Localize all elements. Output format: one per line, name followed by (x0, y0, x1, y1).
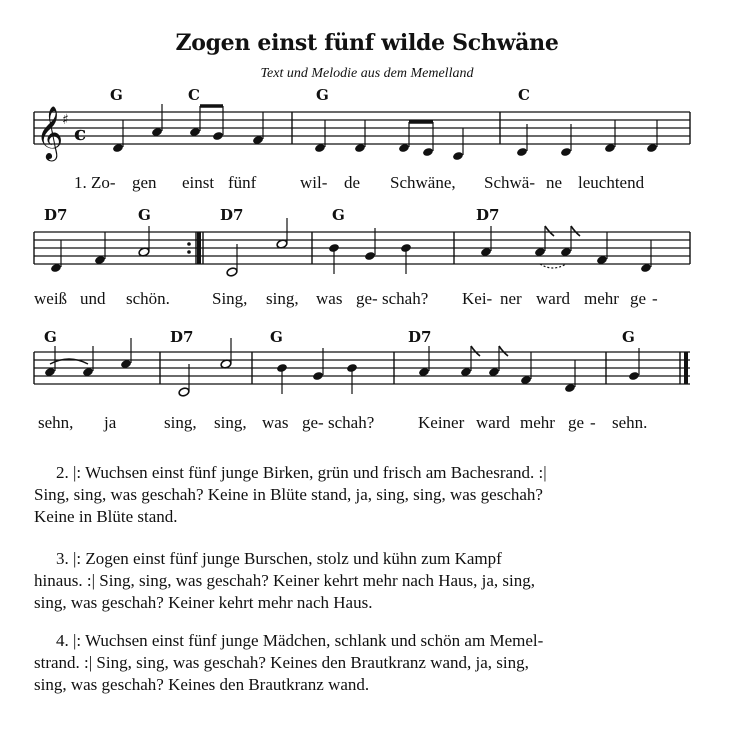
lyric-syllable: einst (182, 173, 215, 192)
lyric-syllable: schah? (382, 289, 429, 308)
chord-symbol: D7 (44, 206, 68, 224)
staff-2 (0, 224, 734, 284)
verse-line: 3. |: Zogen einst fünf junge Burschen, stolz und kühn zum Kampf (56, 549, 502, 568)
song-subtitle: Text und Melodie aus dem Memelland (260, 66, 474, 81)
verse-line: 2. |: Wuchsen einst fünf junge Birken, grün und frisch am Bachesrand. :| (56, 463, 547, 482)
lyric-syllable: ner (500, 289, 522, 308)
lyric-syllable: weiß (34, 289, 68, 308)
chord-symbol: G (110, 86, 123, 104)
lyric-syllable: mehr (584, 289, 619, 308)
common-time-icon: c (74, 121, 87, 145)
staff-3 (0, 344, 734, 404)
lyric-syllable: ne (546, 173, 563, 192)
chord-symbol: C (188, 86, 200, 104)
lyric-syllable: sing, (164, 413, 197, 432)
lyric-syllable: wil- (300, 173, 328, 192)
verse-4 (34, 630, 700, 696)
lyric-syllable: und (80, 289, 106, 308)
lyric-syllable: Sing, (212, 289, 248, 308)
verse-line: sing, was geschah? Keines den Brautkranz wand. (34, 675, 370, 694)
chord-symbol: G (44, 328, 57, 346)
lyric-syllable: leuchtend (578, 173, 645, 192)
lyric-syllable: sehn, (38, 413, 74, 432)
lyric-syllable: Kei- (462, 289, 493, 308)
chord-symbol: G (316, 86, 329, 104)
chord-symbol: C (518, 86, 530, 104)
lyric-syllable: was (262, 413, 289, 432)
lyric-syllable: ward (476, 413, 510, 432)
lyric-syllable: sing, (214, 413, 247, 432)
lyric-syllable: Schwä- (484, 173, 535, 192)
chord-symbol: G (270, 328, 283, 346)
song-title: Zogen einst fünf wilde Schwäne (175, 30, 559, 56)
chord-symbol: G (332, 206, 345, 224)
chord-symbol: D7 (476, 206, 500, 224)
lyric-syllable: sehn. (612, 413, 648, 432)
verse-line: sing, was geschah? Keiner kehrt mehr nach Haus. (34, 593, 373, 612)
lyric-syllable: ge (630, 289, 647, 308)
lyric-syllable: - (590, 413, 596, 432)
verse-line: 4. |: Wuchsen einst fünf junge Mädchen, schlank und schön am Memel- (56, 631, 544, 650)
verse-2 (34, 462, 700, 528)
lyric-syllable: gen (132, 173, 157, 192)
verse-3 (34, 548, 700, 614)
verse-line: Sing, sing, was geschah? Keine in Blüte stand, ja, sing, sing, was geschah? (34, 485, 543, 504)
verse-line: hinaus. :| Sing, sing, was geschah? Keiner kehrt mehr nach Haus, ja, sing, (34, 571, 536, 590)
lyric-syllable: fünf (228, 173, 257, 192)
lyric-syllable: de (344, 173, 361, 192)
staff-1 (0, 100, 734, 170)
chord-symbol: D7 (220, 206, 244, 224)
chord-symbol: D7 (408, 328, 432, 346)
sharp-icon: ♯ (62, 112, 69, 128)
lyric-syllable: was (316, 289, 343, 308)
verse-line: strand. :| Sing, sing, was geschah? Keines den Brautkranz wand, ja, sing, (34, 653, 529, 672)
lyric-syllable: ge- (356, 289, 378, 308)
chord-symbol: D7 (170, 328, 194, 346)
lyric-syllable: ge (568, 413, 585, 432)
lyric-syllable: 1. Zo- (74, 173, 116, 192)
treble-clef-icon: 𝄞 (36, 105, 64, 159)
chord-symbol: G (138, 206, 151, 224)
chord-symbol: G (622, 328, 635, 346)
lyric-syllable: schön. (126, 289, 170, 308)
lyric-syllable: Keiner (418, 413, 465, 432)
lyric-syllable: schah? (328, 413, 375, 432)
lyric-syllable: ge- (302, 413, 324, 432)
lyric-syllable: mehr (520, 413, 555, 432)
lyric-syllable: sing, (266, 289, 299, 308)
lyric-syllable: ward (536, 289, 570, 308)
lyric-syllable: ja (104, 413, 117, 432)
lyric-syllable: - (652, 289, 658, 308)
verse-line: Keine in Blüte stand. (34, 507, 178, 526)
lyric-syllable: Schwäne, (390, 173, 456, 192)
